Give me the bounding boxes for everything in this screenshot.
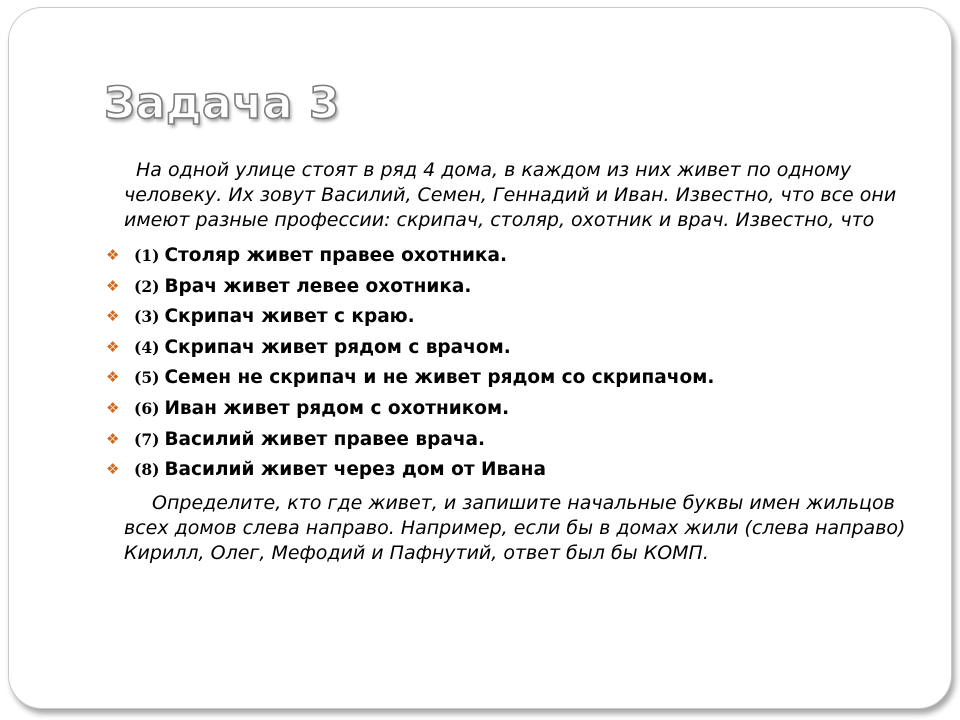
condition-text: Иван живет рядом с охотником. — [164, 397, 510, 419]
condition-item — [106, 394, 914, 425]
slide-title: Задача 3 — [104, 78, 341, 129]
condition-text: Скрипач живет рядом с врачом. — [164, 336, 511, 358]
diamond-bullet-icon: ❖ — [106, 368, 120, 387]
condition-item — [106, 241, 914, 272]
condition-number: (1) — [134, 246, 160, 265]
conditions-list — [106, 241, 914, 486]
condition-item — [106, 455, 914, 486]
condition-number: (2) — [134, 276, 160, 296]
outro-paragraph: Определите, кто где живет, и запишите начальные буквы имен жильцов всех домов слева направо. Например, если бы в домах жили (слева направо) Кирилл, Олег, Мефодий и Пафнутий, ответ был бы КОМП. — [124, 491, 906, 564]
condition-item — [106, 333, 914, 364]
diamond-bullet-icon: ❖ — [106, 398, 120, 417]
condition-number: (6) — [134, 398, 160, 418]
diamond-bullet-icon: ❖ — [106, 337, 120, 356]
condition-item — [106, 272, 914, 303]
condition-number: (3) — [134, 307, 160, 327]
condition-number: (5) — [134, 368, 160, 388]
condition-text: Столяр живет правее охотника. — [164, 245, 508, 266]
diamond-bullet-icon: ❖ — [106, 246, 120, 264]
diamond-bullet-icon: ❖ — [106, 460, 120, 479]
condition-number: (4) — [134, 337, 160, 357]
condition-item — [106, 363, 914, 394]
condition-text: Василий живет правее врача. — [164, 428, 486, 450]
diamond-bullet-icon: ❖ — [106, 276, 120, 295]
condition-number: (8) — [134, 460, 160, 480]
condition-number: (7) — [134, 429, 160, 449]
condition-text: Семен не скрипач и не живет рядом со скрипачом. — [164, 367, 715, 389]
condition-item — [106, 302, 914, 333]
slide-content — [106, 158, 914, 566]
condition-item — [106, 425, 914, 456]
condition-text: Василий живет через дом от Ивана — [164, 459, 546, 481]
intro-paragraph: На одной улице стоят в ряд 4 дома, в каждом из них живет по одному человеку. Их зовут Василий, Семен, Геннадий и Иван. Известно, что все они имеют разные профессии: скрипач, столяр, охотник и врач. Известно, что — [124, 159, 897, 231]
diamond-bullet-icon: ❖ — [106, 429, 120, 448]
condition-text: Врач живет левее охотника. — [164, 275, 472, 297]
diamond-bullet-icon: ❖ — [106, 307, 120, 326]
condition-text: Скрипач живет с краю. — [164, 306, 415, 328]
